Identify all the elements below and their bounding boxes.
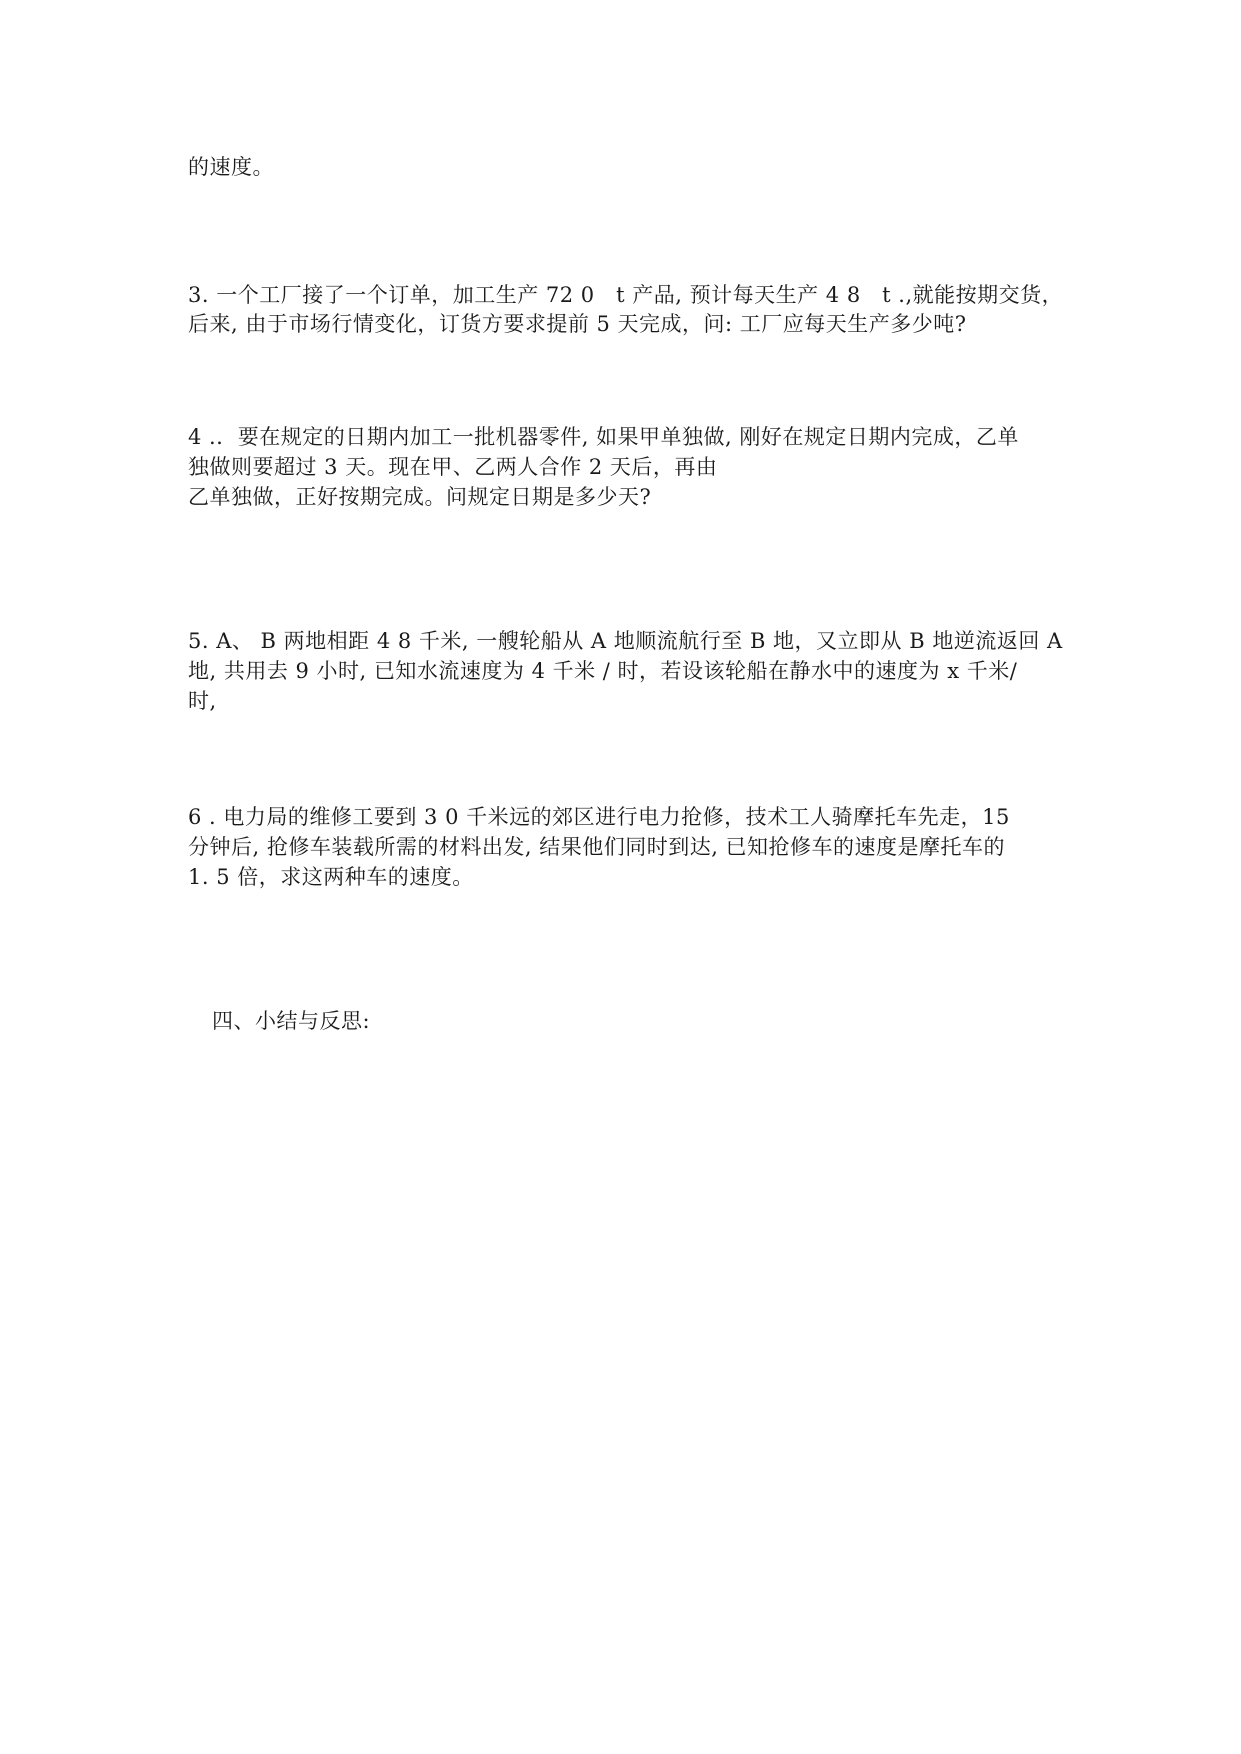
question-5-line-3: 时, [188, 689, 217, 713]
question-4-line-3: 乙单独做，正好按期完成。问规定日期是多少天? [188, 485, 652, 509]
question-3-line-2: 后来, 由于市场行情变化，订货方要求提前 5 天完成，问: 工厂应每天生产多少吨? [188, 312, 967, 336]
question-6-line-2: 分钟后, 抢修车装载所需的材料出发, 结果他们同时到达, 已知抢修车的速度是摩托车的 [188, 835, 1006, 859]
question-6-line-3: 1. 5 倍，求这两种车的速度。 [188, 865, 474, 889]
question-3-line-1: 3. 一个工厂接了一个订单，加工生产 72 0 t 产品, 预计每天生产 4 8 t .,就能按期交货， [188, 283, 1064, 307]
question-4-line-1: 4 .．要在规定的日期内加工一批机器零件, 如果甲单独做, 刚好在规定日期内完成，乙单 [188, 425, 1019, 449]
question-4-line-2: 独做则要超过 3 天。现在甲、乙两人合作 2 天后，再由 [188, 455, 718, 479]
question-5-line-1: 5. A、 B 两地相距 4 8 千米, 一艘轮船从 A 地顺流航行至 B 地，又立即从 B 地逆流返回 A [188, 629, 1063, 653]
section-4-heading: 四、小结与反思: [212, 1009, 371, 1033]
fragment-text: 的速度。 [188, 155, 274, 179]
question-6-line-1: 6 . 电力局的维修工要到 3 0 千米远的郊区进行电力抢修，技术工人骑摩托车先走，15 [188, 805, 1010, 829]
question-5-line-2: 地, 共用去 9 小时, 已知水流速度为 4 千米 / 时，若设该轮船在静水中的速度为 x 千米/ [188, 659, 1018, 683]
